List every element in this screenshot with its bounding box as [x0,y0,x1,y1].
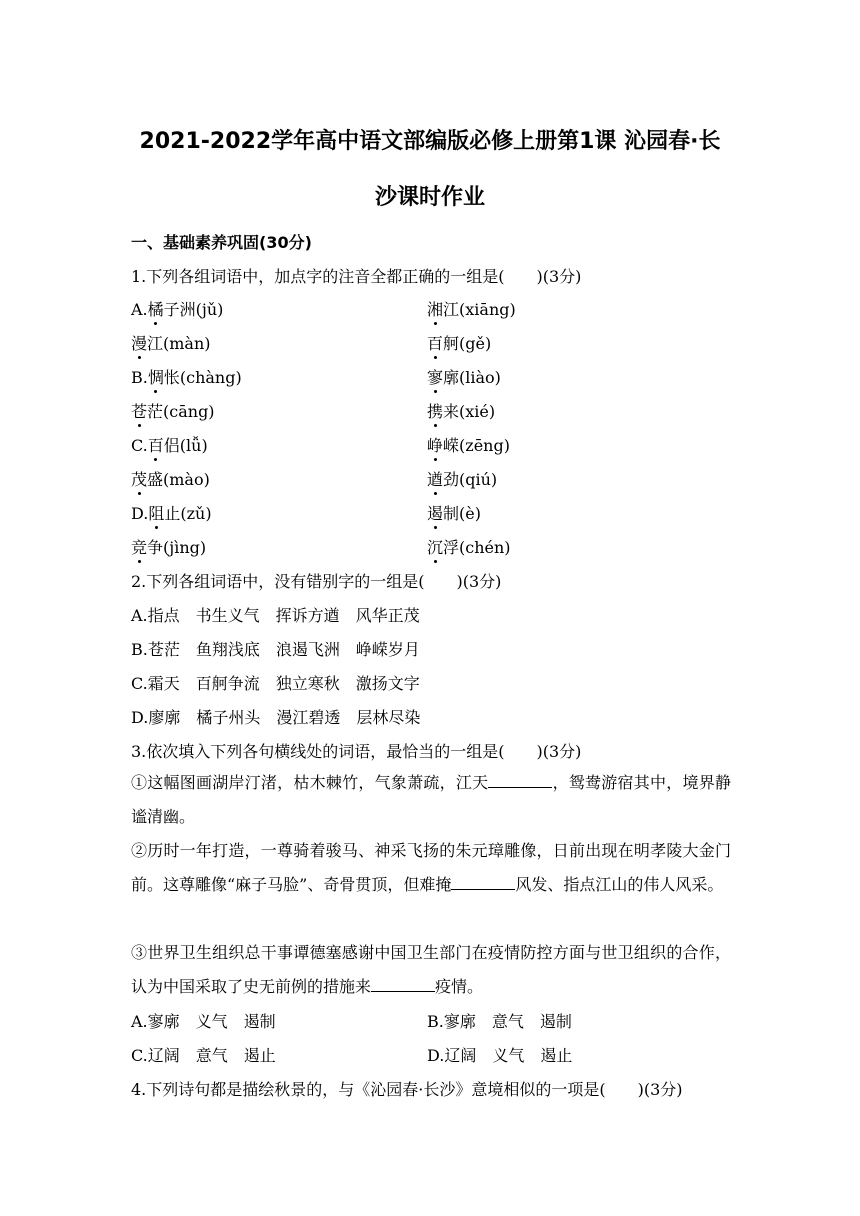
document-title-line-1: 2021-2022学年高中语文部编版必修上册第1课 沁园春·长 [139,129,721,154]
q2-option: B.苍茫 鱼翔浅底 浪遏飞洲 峥嵘岁月 [131,640,420,659]
q3-sentence-3: ③世界卫生组织总干事谭德塞感谢中国卫生部门在疫情防控方面与世卫组织的合作，认为中国采取了史无前例的措施来 疫情。 [131,943,731,996]
fill-in-blank[interactable] [488,773,552,788]
question-2-stem: 2.下列各组词语中，没有错别字的一组是( )(3分) [131,572,502,591]
q3-sentence-1: ①这幅图画湖岸汀渚，枯木棘竹，气象萧疏，江天 ，鸳鸯游宿其中，境界静谧清幽。 [131,773,731,826]
fill-in-blank[interactable] [451,875,515,890]
q1-option-left: A.橘子洲(jǔ) [131,300,224,319]
question-3-stem: 3.依次填入下列各句横线处的词语，最恰当的一组是( )(3分) [131,742,582,761]
q2-option: A.指点 书生义气 挥诉方遒 风华正茂 [131,606,420,625]
q1-option-right: 携来(xié) [427,402,496,421]
q3-option-d: D.辽阔 义气 遏止 [427,1046,573,1065]
q2-option: D.廖廓 橘子州头 漫江碧透 层林尽染 [131,708,421,727]
section-heading: 一、基础素养巩固(30分) [131,233,312,252]
q1-option-right: 遒劲(qiú) [427,470,498,489]
q1-option-right: 遏制(è) [427,504,481,523]
q3-option-a: A.寥廓 义气 遏制 [131,1012,276,1031]
q3-option-c: C.辽阔 意气 遏止 [131,1046,276,1065]
q3-option-b: B.寥廓 意气 遏制 [427,1012,572,1031]
q1-option-left: C.百侣(lǚ) [131,436,208,455]
q1-option-left: 茂盛(mào) [131,470,210,489]
question-4-stem: 4.下列诗句都是描绘秋景的，与《沁园春·长沙》意境相似的一项是( )(3分) [131,1080,683,1099]
question-1-stem: 1.下列各组词语中，加点字的注音全都正确的一组是( )(3分) [131,267,582,286]
document-title-line-2: 沙课时作业 [374,185,485,210]
q1-option-right: 峥嵘(zēng) [427,436,510,455]
fill-in-blank[interactable] [371,977,435,992]
q3-sentence-2: ②历时一年打造，一尊骑着骏马、神采飞扬的朱元璋雕像，日前出现在明孝陵大金门前。这尊雕像“麻子马脸”、奇骨贯顶，但难掩 风发、指点江山的伟人风采。 [131,841,731,894]
q1-option-right: 湘江(xiāng) [427,300,516,319]
q1-option-left: 竞争(jìng) [131,538,207,557]
q1-option-right: 百舸(gě) [427,334,492,353]
q1-option-left: 苍茫(cāng) [131,402,215,421]
q2-option: C.霜天 百舸争流 独立寒秋 激扬文字 [131,674,420,693]
q1-option-left: D.阻止(zǔ) [131,504,212,523]
q1-option-right: 沉浮(chén) [427,538,511,557]
q1-option-right: 寥廓(liào) [427,368,501,387]
q1-option-left: B.惆怅(chàng) [131,368,242,387]
q1-option-left: 漫江(màn) [131,334,211,353]
